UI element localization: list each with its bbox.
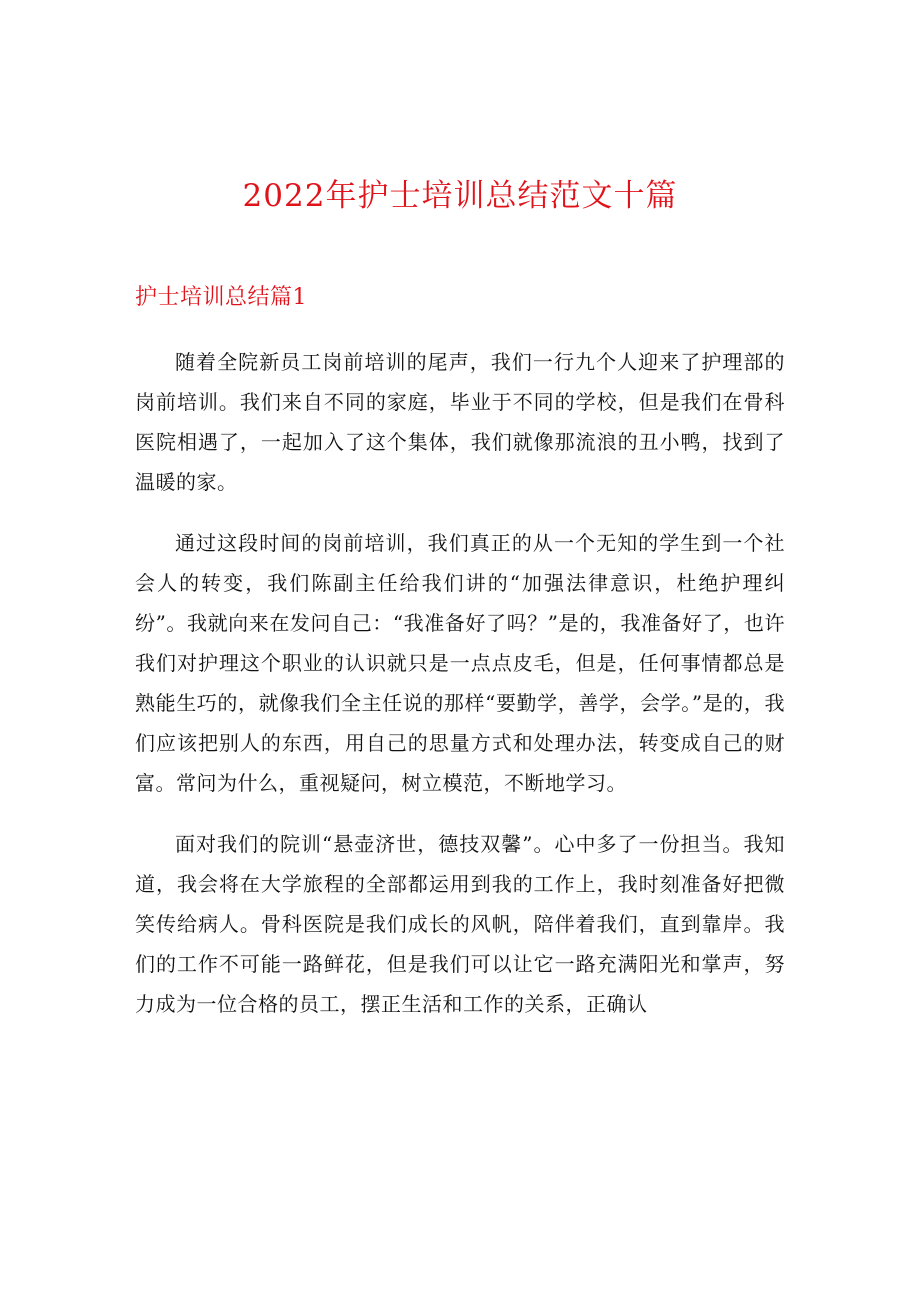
- document-body: [135, 342, 785, 1045]
- paragraph-1: 随着全院新员工岗前培训的尾声，我们一行九个人迎来了护理部的岗前培训。我们来自不同的家庭，毕业于不同的学校，但是我们在骨科医院相遇了，一起加入了这个集体，我们就像那流浪的丑小鸭，找到了温暖的家。: [135, 350, 785, 494]
- paragraph-3: 面对我们的院训“悬壶济世，德技双馨”。心中多了一份担当。我知道，我会将在大学旅程的全部都运用到我的工作上，我时刻准备好把微笑传给病人。骨科医院是我们成长的风帆，陪伴着我们，直到靠岸。我们的工作不可能一路鲜花，但是我们可以让它一路充满阳光和掌声，努力成为一位合格的员工，摆正生活和工作的关系，正确认: [135, 832, 785, 1016]
- section-heading: 护士培训总结篇1: [135, 285, 307, 310]
- document-title: 2022年护士培训总结范文十篇: [242, 178, 678, 214]
- paragraph-2: 通过这段时间的岗前培训，我们真正的从一个无知的学生到一个社会人的转变，我们陈副主任给我们讲的“加强法律意识，杜绝护理纠纷”。我就向来在发问自己：“我准备好了吗？”是的，我准备好了，也许我们对护理这个职业的认识就只是一点点皮毛，但是，任何事情都总是熟能生巧的，就像我们全主任说的那样“要勤学，善学，会学。”是的，我们应该把别人的东西，用自己的思量方式和处理办法，转变成自己的财富。常问为什么，重视疑问，树立模范，不断地学习。: [135, 531, 785, 795]
